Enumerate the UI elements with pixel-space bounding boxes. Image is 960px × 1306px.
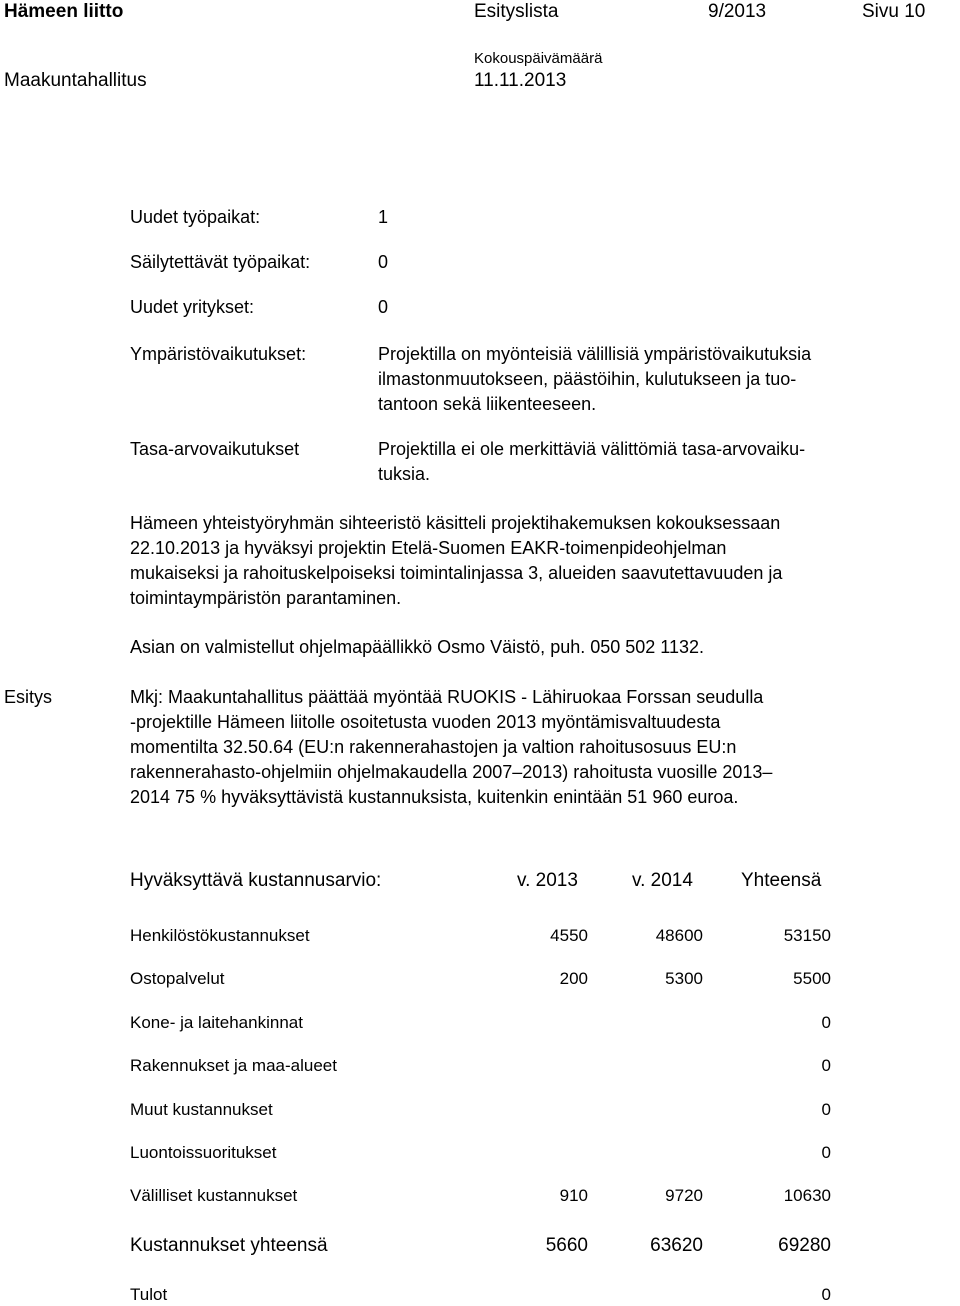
fact-value: 0 [378, 252, 389, 272]
income-total: 0 [821, 1285, 831, 1304]
budget-cell-total: 0 [821, 1013, 831, 1032]
budget-cell-total: 0 [821, 1100, 831, 1119]
proposal-line: -projektille Hämeen liitolle osoitetusta vuoden 2013 myöntämisvaltuudesta [130, 712, 721, 732]
budget-cell-2014: 48600 [655, 926, 703, 945]
governing-body: Maakuntahallitus [4, 70, 147, 91]
budget-cell-2013: 910 [559, 1186, 588, 1205]
budget-col-2014: v. 2014 [632, 870, 693, 891]
proposal-line: rakennerahasto-ohjelmiin ohjelmakaudella 2007–2013) rahoitusta vuosille 2013– [130, 762, 773, 782]
budget-cell-2014: 9720 [665, 1186, 703, 1205]
budget-cell-2013: 200 [559, 969, 588, 988]
fact-value-line: ilmastonmuutokseen, päästöihin, kulutukseen ja tuo- [378, 369, 797, 389]
doc-type: Esityslista [474, 1, 559, 22]
budget-col-total: Yhteensä [741, 870, 822, 891]
budget-row-label: Välilliset kustannukset [130, 1186, 298, 1205]
fact-value-line: tuksia. [378, 464, 431, 484]
org-name: Hämeen liitto [4, 1, 124, 22]
meeting-date-label: Kokouspäivämäärä [474, 50, 603, 67]
fact-value: 1 [378, 207, 389, 227]
budget-cell-total: 0 [821, 1143, 831, 1162]
fact-label: Uudet työpaikat: [130, 207, 261, 227]
paragraph-line: toimintaympäristön parantaminen. [130, 588, 402, 608]
budget-title: Hyväksyttävä kustannusarvio: [130, 870, 382, 891]
budget-row-label: Muut kustannukset [130, 1100, 273, 1119]
budget-cell-2014: 5300 [665, 969, 703, 988]
doc-number: 9/2013 [708, 1, 767, 22]
fact-value-line: Projektilla ei ole merkittäviä välittömiä tasa-arvovaiku- [378, 439, 806, 459]
proposal-line: momentilta 32.50.64 (EU:n rakennerahastojen ja valtion rahoitusosuus EU:n [130, 737, 737, 757]
paragraph-line: Hämeen yhteistyöryhmän sihteeristö käsitteli projektihakemuksen kokouksessaan [130, 513, 781, 533]
budget-total-2013: 5660 [545, 1235, 588, 1256]
budget-cell-total: 53150 [783, 926, 831, 945]
fact-label: Säilytettävät työpaikat: [130, 252, 311, 272]
budget-col-2013: v. 2013 [517, 870, 578, 891]
budget-row-label: Kone- ja laitehankinnat [130, 1013, 303, 1032]
proposal-label: Esitys [4, 687, 53, 707]
budget-total-label: Kustannukset yhteensä [130, 1235, 328, 1256]
budget-cell-total: 0 [821, 1056, 831, 1075]
fact-label: Ympäristövaikutukset: [130, 344, 307, 364]
income-label: Tulot [130, 1285, 168, 1304]
fact-label: Uudet yritykset: [130, 297, 255, 317]
fact-value-line: tantoon sekä liikenteeseen. [378, 394, 597, 414]
budget-cell-total: 10630 [783, 1186, 831, 1205]
meeting-date: 11.11.2013 [474, 70, 567, 91]
paragraph-line: 22.10.2013 ja hyväksyi projektin Etelä-Suomen EAKR-toimenpideohjelman [130, 538, 727, 558]
budget-total-2014: 63620 [650, 1235, 703, 1256]
budget-row-label: Henkilöstökustannukset [130, 926, 310, 945]
proposal-line: 2014 75 % hyväksyttävistä kustannuksista, kuitenkin enintään 51 960 euroa. [130, 787, 739, 807]
budget-row-label: Ostopalvelut [130, 969, 225, 988]
fact-value-line: Projektilla on myönteisiä välillisiä ympäristövaikutuksia [378, 344, 812, 364]
proposal-line: Mkj: Maakuntahallitus päättää myöntää RUOKIS - Lähiruokaa Forssan seudulla [130, 687, 764, 707]
paragraph-line: mukaiseksi ja rahoituskelpoiseksi toimintalinjassa 3, alueiden saavutettavuuden ja [130, 563, 783, 583]
page-number: Sivu 10 [862, 1, 926, 22]
budget-cell-2013: 4550 [550, 926, 588, 945]
preparer-note: Asian on valmistellut ohjelmapäällikkö Osmo Väistö, puh. 050 502 1132. [130, 637, 704, 657]
budget-cell-total: 5500 [793, 969, 831, 988]
budget-total-total: 69280 [778, 1235, 831, 1256]
fact-value: 0 [378, 297, 389, 317]
fact-label: Tasa-arvovaikutukset [130, 439, 300, 459]
budget-row-label: Rakennukset ja maa-alueet [130, 1056, 337, 1075]
budget-row-label: Luontoissuoritukset [130, 1143, 277, 1162]
